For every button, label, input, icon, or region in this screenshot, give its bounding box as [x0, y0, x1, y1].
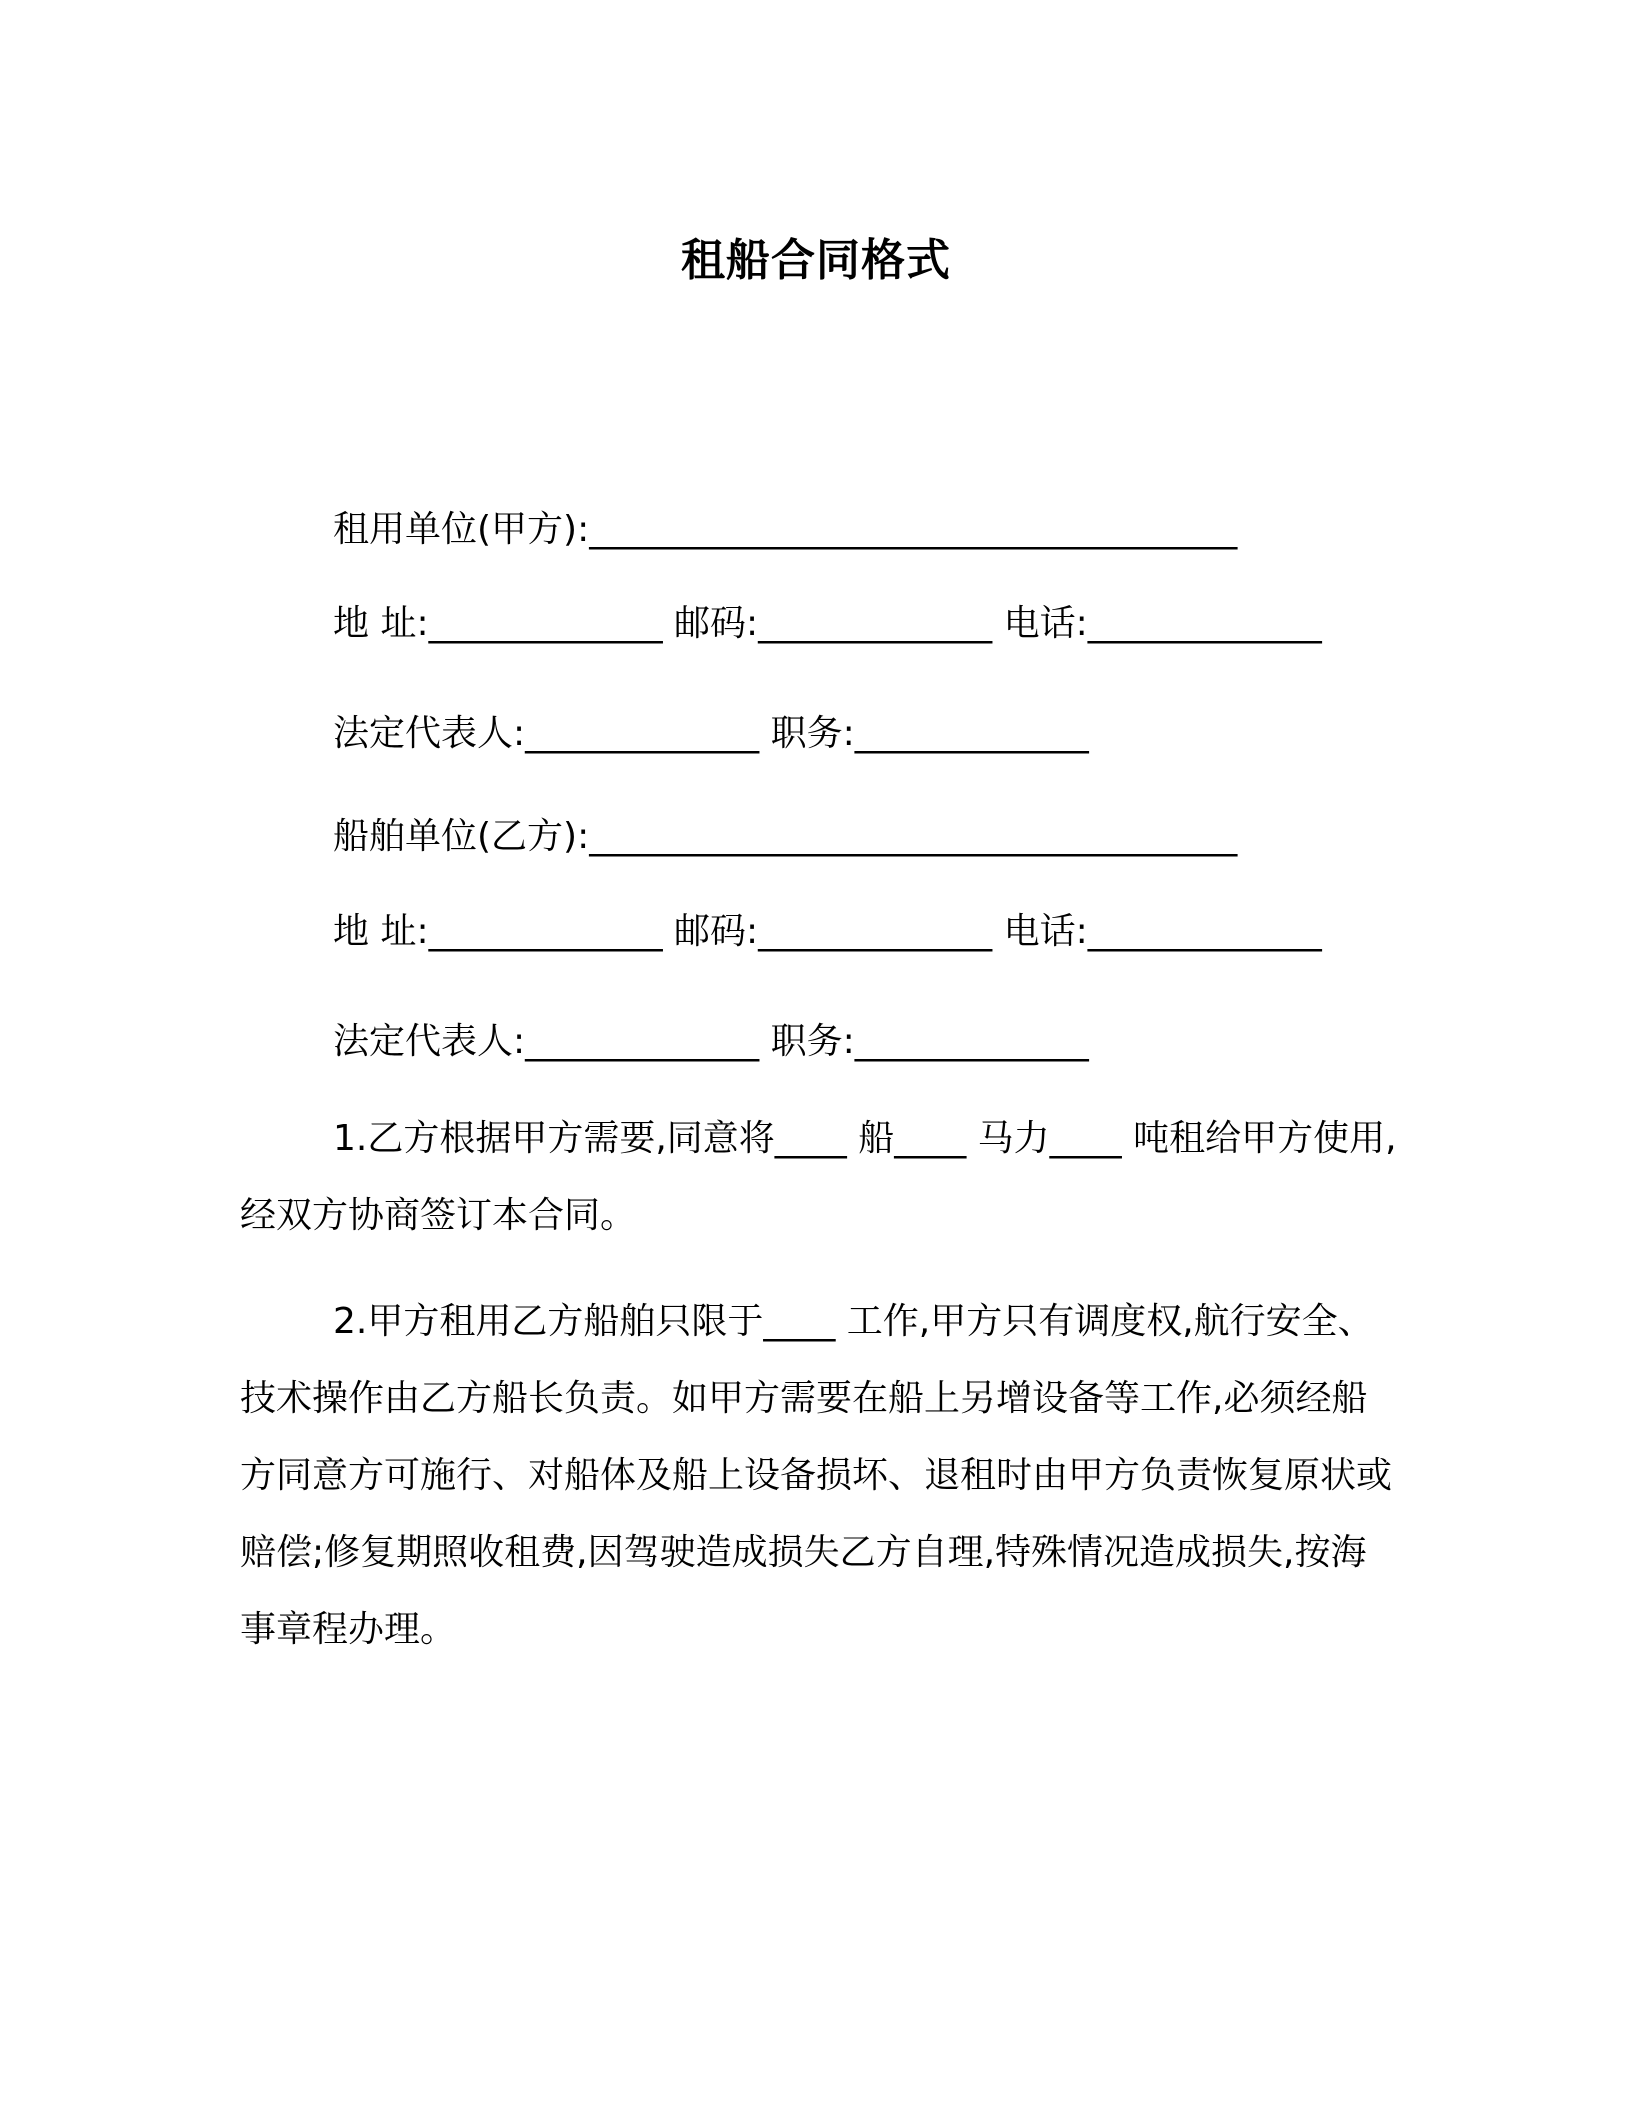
clause-2-text: 2.甲方租用乙方船舶只限于____ 工作,甲方只有调度权,航行安全、技术操作由乙方船长负责。如甲方需要在船上另增设备等工作,必须经船方同意方可施行、对船体及船上设备损坏、退租时由甲方负责恢复原状或赔偿;修复期照收租费,因驾驶造成损失乙方自理,特殊情况造成损失,按海事章程办理。 [240, 1301, 1393, 1650]
party-a-address-line: 地 址:_____________ 邮码:_____________ 电话:_____________ [333, 603, 1322, 644]
clause-1-text: 1.乙方根据甲方需要,同意将____ 船____ 马力____ 吨租给甲方使用,经双方协商签订本合同。 [240, 1118, 1397, 1236]
party-b-representative-line: 法定代表人:_____________ 职务:_____________ [333, 1021, 1089, 1062]
clause-1 [240, 1100, 1400, 1254]
party-a-unit-line: 租用单位(甲方):____________________________________ [333, 509, 1238, 550]
party-a-representative-line: 法定代表人:_____________ 职务:_____________ [333, 713, 1089, 754]
document-title: 租船合同格式 [681, 235, 951, 286]
party-b-unit-line: 船舶单位(乙方):____________________________________ [333, 816, 1238, 857]
party-b-address-line: 地 址:_____________ 邮码:_____________ 电话:_____________ [333, 911, 1322, 952]
clause-2 [240, 1283, 1400, 1668]
